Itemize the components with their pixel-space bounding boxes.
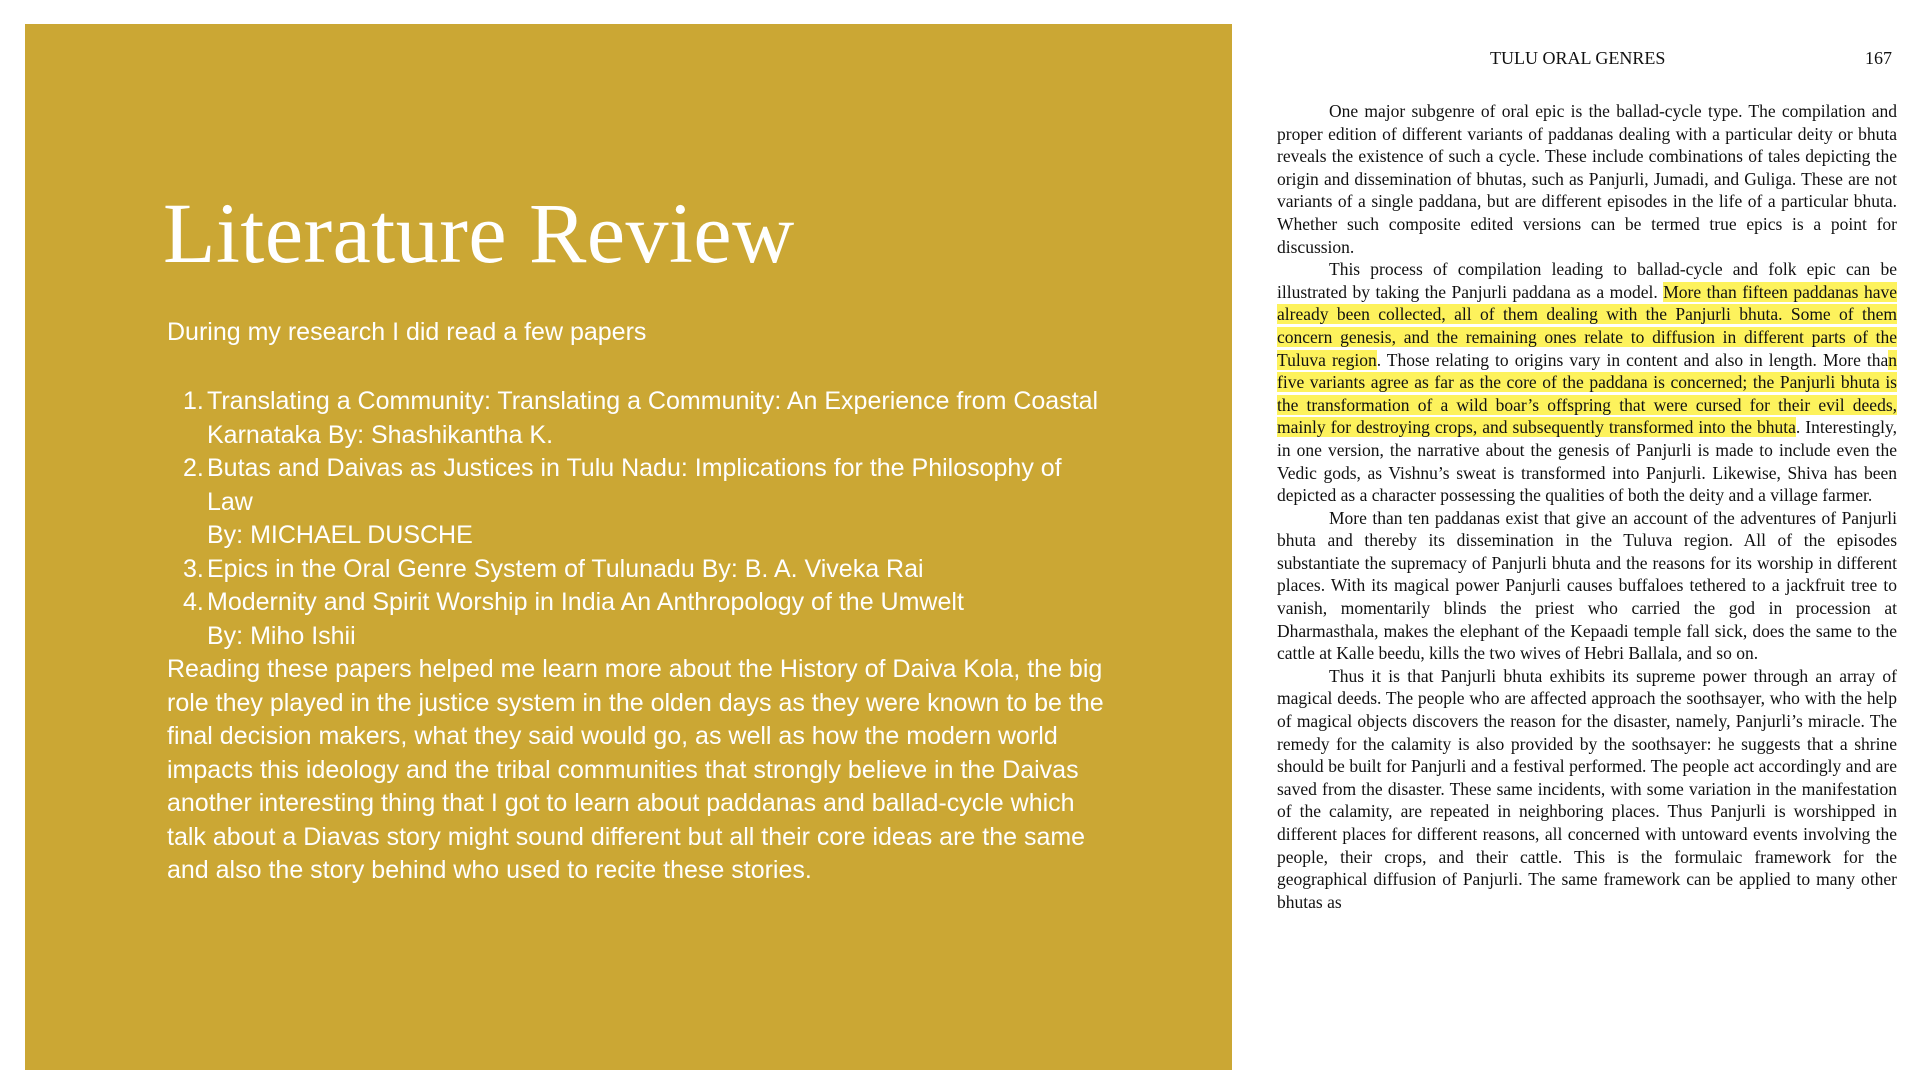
document-text: This process of compilation leading to ballad-cycle and folk epic can be illustrated by taking the Panjurli paddana as a model. [1277, 259, 1897, 302]
highlighted-text: n five variants agree as far as the core of the paddana is concerned; the Panjurli bhuta is the transformation of a wild boar’s offspring that were cursed for their evil deeds, mainly for destroying crops, and subsequently transformed into the bhuta [1277, 349, 1898, 438]
list-number: 2. [183, 454, 204, 482]
slide-title: Literature Review [163, 185, 795, 281]
document-text: . Those relating to origins vary in content and also in length. More tha [1376, 349, 1889, 370]
document-paragraph [1277, 258, 1897, 507]
list-item [183, 553, 1103, 587]
highlighted-text: More than fifteen paddanas have already been collected, all of them dealing with the Panjurli bhuta. Some of them concern genesis, and the remaining ones relate to diffusion in different parts of the Tuluva region [1277, 281, 1897, 370]
slide-summary: Reading these papers helped me learn more about the History of Daiva Kola, the big role they played in the justice system in the olden days as they were known to be the final decision makers, what they said would go, as well as how the modern world impacts this ideology and the tribal communities that strongly believe in the Daivas another interesting thing that I got to learn about paddanas and ballad-cycle which talk about a Diavas story might sound different but all their core ideas are the same and also the story behind who used to recite these stories. [167, 655, 1104, 884]
document-paragraph: One major subgenre of oral epic is the ballad-cycle type. The compilation and proper edition of different variants of paddanas dealing with a particular deity or bhuta reveals the existence of such a cycle. These include combinations of tales depicting the origin and dissemination of bhutas, such as Panjurli, Jumadi, and Guliga. These are not variants of a single paddana, but are different episodes in the life of a particular bhuta. Whether such composite edited versions can be termed true epics is a point for discussion. [1277, 101, 1897, 257]
document-running-header: TULU ORAL GENRES [1490, 48, 1666, 68]
slide-intro: During my research I did read a few papers [167, 318, 647, 346]
list-item [183, 385, 1103, 452]
document-paragraph: More than ten paddanas exist that give an account of the adventures of Panjurli bhuta and thereby its dissemination in the Tuluva region. All of the episodes substantiate the supremacy of Panjurli bhuta and the reasons for its worship in different places. With its magical power Panjurli causes buffaloes tethered to a jackfruit tree to vanish, momentarily blinds the priest who carried the god in procession at Dharmasthala, makes the elephant of the Kepaadi temple fall sick, does the same to the cattle at Kalle beedu, kills the two wives of Hebri Ballala, and so on. [1277, 507, 1897, 664]
list-item [183, 586, 1103, 653]
papers-list [183, 385, 1103, 653]
paper-title: Modernity and Spirit Worship in India An Anthropology of the Umwelt By: Miho Ishii [207, 588, 964, 650]
document-text: . Interestingly, in one version, the narrative about the genesis of Panjurli is made to include even the Vedic gods, as Vishnu’s sweat is transformed into Panjurli. Likewise, Shiva has been depicted as a character possessing the qualities of both the deity and a village farmer. [1277, 417, 1897, 506]
list-number: 4. [183, 588, 204, 616]
list-number: 3. [183, 554, 204, 583]
list-number: 1. [183, 387, 204, 415]
paper-title: Translating a Community: Translating a Community: An Experience from Coastal Karnataka By: Shashikantha K. [207, 387, 1099, 449]
list-item [183, 452, 1103, 553]
document-paragraph: Thus it is that Panjurli bhuta exhibits its supreme power through an array of magical deeds. The people who are affected approach the soothsayer, who with the help of magical objects discovers the reason for the disaster, namely, Panjurli’s miracle. The remedy for the calamity is also provided by the soothsayer: he suggests that a shrine should be built for Panjurli and a festival performed. The people act accordingly and are saved from the disaster. These same incidents, with some variation in the manifestation of the calamity, are repeated in neighboring places. Thus Panjurli is worshipped in different places for different reasons, all concerned with untoward events involving the people, their crops, and their cattle. This is the formulaic framework for the geographical diffusion of Panjurli. The same framework can be applied to many other bhutas as [1277, 665, 1897, 912]
paper-title: Epics in the Oral Genre System of Tulunadu By: B. A. Viveka Rai [207, 554, 924, 583]
paper-title: Butas and Daivas as Justices in Tulu Nadu: Implications for the Philosophy of Law By: MICHAEL DUSCHE [207, 454, 1062, 549]
document-body [1277, 100, 1897, 913]
document-page-number: 167 [1865, 48, 1892, 68]
